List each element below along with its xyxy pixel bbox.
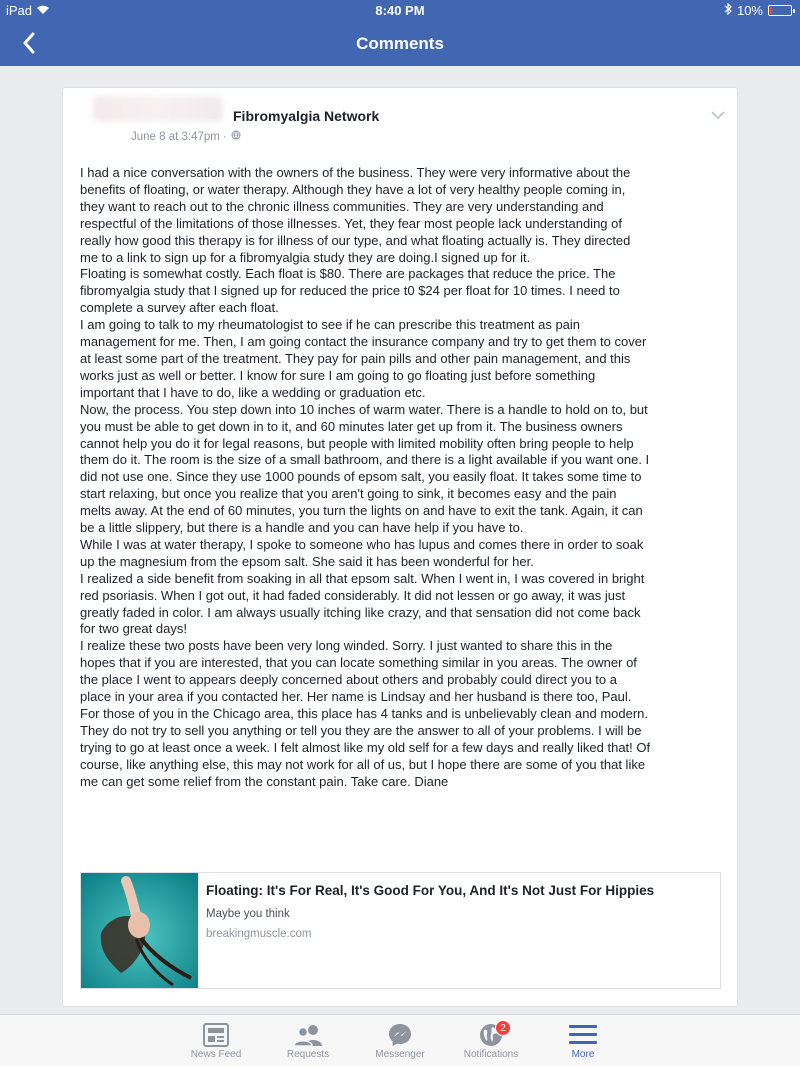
battery-icon	[768, 5, 792, 16]
post-date[interactable]: June 8 at 3:47pm ·	[131, 130, 227, 143]
nav-bar	[0, 20, 800, 66]
status-time: 8:40 PM	[375, 3, 425, 18]
post-options-button[interactable]	[709, 108, 727, 122]
tab-news-feed[interactable]	[176, 1021, 256, 1060]
post-card	[62, 87, 738, 1007]
post-meta	[131, 130, 241, 143]
tab-notifications[interactable]	[451, 1021, 531, 1060]
link-domain: breakingmuscle.com	[206, 928, 312, 940]
tab-label: More	[571, 1049, 595, 1060]
friends-icon	[292, 1023, 324, 1047]
avatar	[93, 96, 223, 122]
top-bar	[0, 0, 800, 66]
tab-label: Requests	[286, 1049, 330, 1060]
tab-requests[interactable]	[268, 1021, 348, 1060]
tab-label: Messenger	[375, 1049, 425, 1060]
menu-icon	[569, 1024, 597, 1046]
tab-more[interactable]	[543, 1021, 623, 1060]
tab-label: News Feed	[190, 1049, 242, 1060]
page-title: Comments	[356, 34, 444, 53]
globe-icon	[231, 130, 241, 143]
status-bar	[0, 0, 800, 20]
battery-percent: 10%	[736, 3, 763, 18]
news-feed-icon	[203, 1023, 229, 1047]
tab-messenger[interactable]	[360, 1021, 440, 1060]
post-author[interactable]: Fibromyalgia Network	[233, 108, 380, 124]
tab-label: Notifications	[463, 1049, 519, 1060]
link-description: Maybe you think	[206, 908, 290, 920]
bluetooth-icon	[724, 3, 732, 18]
post-text: I had a nice conversation with the owners of the business. They were very informative about the benefits of floating, or water therapy. Although they have a lot of very healthy people coming in, they want to reach out to the chronic illness communities. They are very understanding and respectful of the limitations of those illnesses. Yet, they fear most people lack understanding of really how good this therapy is for illness of our type, and what floating actually is. They directed me to a link to sign up for a fibromyalgia study they are doing.I signed up for it. Floating is somewhat costly. Each float is $80. There are packages that reduce the price. The fibromyalgia study that I signed up for reduced the price t0 $24 per float for 10 times. I need to complete a survey after each float. I am going to talk to my rheumatologist to see if he can prescribe this treatment as pain management for me. Then, I am going contact the insurance company and try to get them to cover at least some part of the treatment. They pay for pain pills and other pain management, and this works just as well or better. I know for sure I am going to go floating just before something important that I have to do, like a wedding or graduation etc. Now, the process. You step down into 10 inches of warm water. There is a handle to hold on to, but you must be able to get down in to it, and 60 minutes later get up from it. The business owners cannot help you do it for legal reasons, but people with limited mobility often bring people to help them do it. The room is the size of a small bathroom, and there is a light available if you want one. I did not use one. Since they use 1000 pounds of epsom salt, you easily float. It takes some time to start relaxing, but once you realize that you aren't going to sink, it becomes easy and the pain melts away. At the end of 60 minutes, you turn the lights on and have to exit the tank. Again, it can be a little slippery, but there is a handle and you can have help if you have to. While I was at water therapy, I spoke to someone who has lupus and comes there in order to soak up the magnesium from the epsom salt. She said it has been wonderful for her. I realized a side benefit from soaking in all that epsom salt. When I went in, I was covered in bright red psoriasis. When I got out, it had faded considerably. It did not lessen or go away, it was just greatly faded in color. I am always usually itching like crazy, and that sensation did not come back for two great days! I realize these two posts have been very long winded. Sorry. I just wanted to share this in the hopes that if you are interested, that you can locate something similar in you areas. The owner of the place I went to appears deeply concerned about others and probably could direct you to a place in your area if you contacted her. Her name is Lindsay and her husband is there too, Paul. For those of you in the Chicago area, this place has 4 tanks and is unbelievably clean and modern. They do not try to sell you anything or tell you they are the answer to all of your problems. I will be trying to go at least once a week. I felt almost like my old self for a few days and really liked that! Of course, like anything else, this may not work for all of us, but I hope there are some of you that like me can get some relief from the constant pain. Take care. Diane	[80, 165, 651, 789]
link-thumbnail	[81, 873, 198, 988]
link-title: Floating: It's For Real, It's Good For You, And It's Not Just For Hippies	[206, 883, 655, 898]
notification-badge: 2	[495, 1020, 511, 1036]
messenger-icon	[387, 1022, 413, 1048]
battery-level	[770, 7, 772, 14]
link-preview[interactable]	[80, 872, 721, 989]
device-name: iPad	[6, 3, 33, 18]
tab-bar	[0, 1014, 800, 1066]
chevron-down-icon	[709, 108, 727, 122]
